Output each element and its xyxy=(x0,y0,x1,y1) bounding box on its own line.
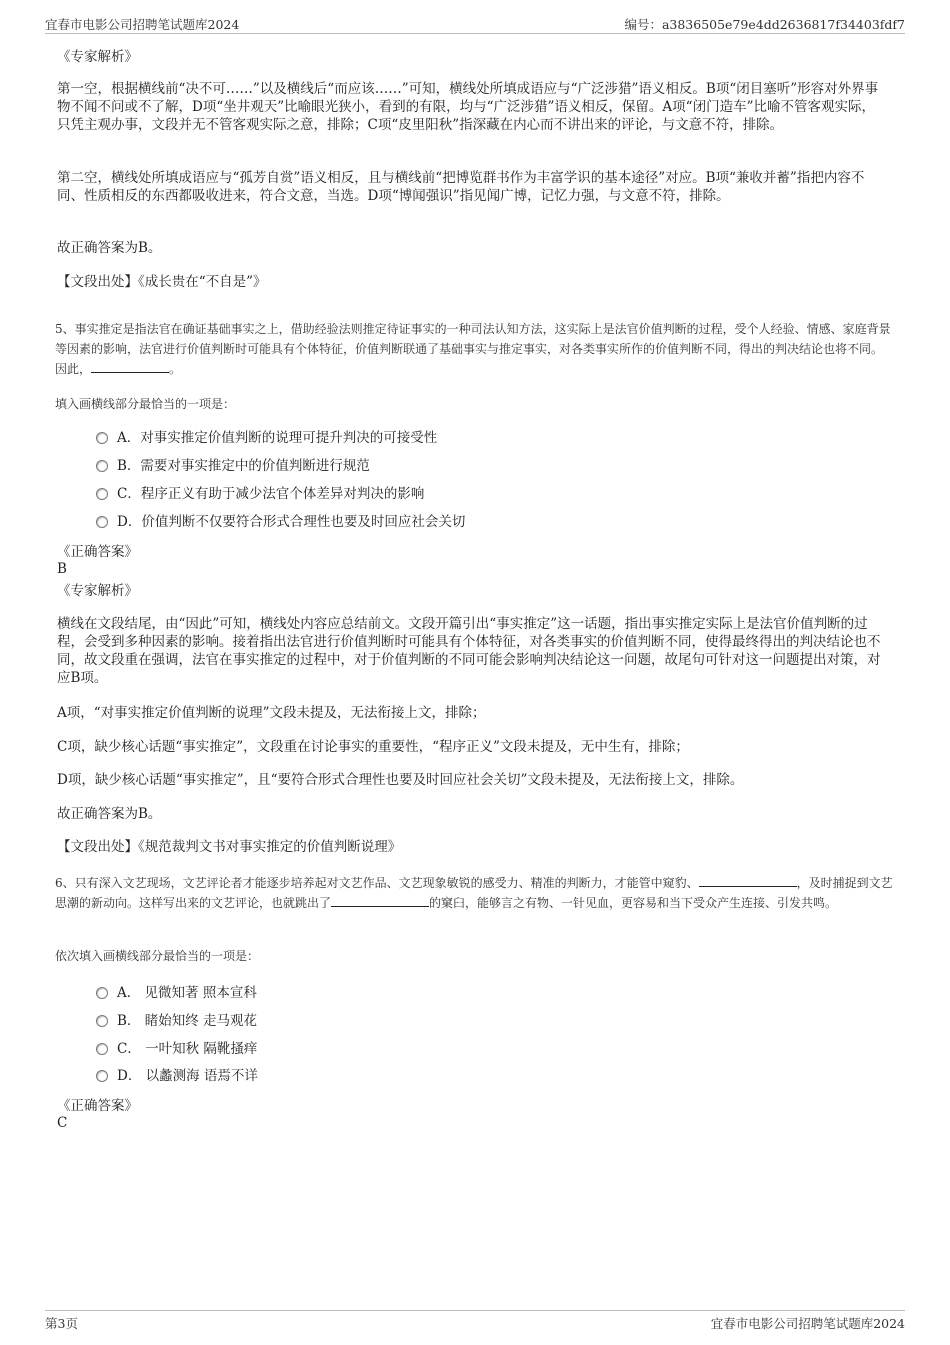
q5-source: 【文段出处】《规范裁判文书对事实推定的价值判断说理》 xyxy=(57,839,402,855)
q6-option-d-label: D． 以蠡测海 语焉不详 xyxy=(117,1068,258,1084)
radio-icon[interactable] xyxy=(96,1043,108,1055)
q5-answer: B xyxy=(57,561,67,577)
q5-option-b[interactable] xyxy=(96,457,370,475)
q5-option-a[interactable] xyxy=(96,429,437,447)
q6-option-d[interactable] xyxy=(96,1067,258,1085)
radio-icon[interactable] xyxy=(96,987,108,999)
q4-analysis-para1: 第一空，根据横线前“决不可……”以及横线后“而应该……”可知，横线处所填成语应与“广泛涉猎”语义相反。B项“闭目塞听”形容对外界事物不闻不问或不了解，D项“坐井观天”比喻眼光狭小，看到的有限，均与“广泛涉猎”语义相反，保留。A项“闭门造车”比喻不管客观实际，只凭主观办事，文段并无不管客观实际之意，排除；C项“皮里阳秋”指深藏在内心而不讲出来的评论，与文意不符，排除。 xyxy=(57,81,879,133)
q6-blank-1 xyxy=(699,875,797,887)
q6-answer: C xyxy=(57,1115,68,1131)
q5-option-d[interactable] xyxy=(96,513,465,531)
q5-option-a-label: A．对事实推定价值判断的说理可提升判决的可接受性 xyxy=(117,430,438,446)
q5-stem-text: 5、事实推定是指法官在确证基础事实之上，借助经验法则推定待证事实的一种司法认知方法，这实际上是法官价值判断的过程，受个人经验、情感、家庭背景等因素的影响，法官进行价值判断时可能具有个体特征，价值判断联通了基础事实与推定事实，对各类事实所作的价值判断不同，得出的判决结论也将不同。因此， xyxy=(55,322,891,376)
q6-option-a-label: A． 见微知著 照本宣科 xyxy=(117,985,257,1001)
q4-analysis-para2: 第二空，横线处所填成语应与“孤芳自赏”语义相反，且与横线前“把博览群书作为丰富学识的基本途径”对应。B项“兼收并蓄”指把内容不同、性质相反的东西都吸收进来，符合文意，当选。D项“博闻强识”指见闻广博，记忆力强，与文意不符，排除。 xyxy=(57,170,865,204)
q5-analysis-para3: C项，缺少核心话题“事实推定”，文段重在讨论事实的重要性，“程序正义”文段未提及，无中生有，排除； xyxy=(57,739,689,755)
q6-option-a[interactable] xyxy=(96,984,257,1002)
q5-stem-end: 。 xyxy=(169,362,182,376)
q6-stem-text-2: ，及时捕捉到文艺思潮的新动向。这样写出来的文艺评论，也就跳出了 xyxy=(55,876,893,910)
radio-icon[interactable] xyxy=(96,488,108,500)
radio-icon[interactable] xyxy=(96,460,108,472)
q4-source: 【文段出处】《成长贵在“不自是”》 xyxy=(57,274,267,290)
q4-analysis-label: 《专家解析》 xyxy=(57,49,138,65)
q4-conclusion: 故正确答案为B。 xyxy=(57,240,162,256)
q5-analysis-para2: A项，“对事实推定价值判断的说理”文段未提及，无法衔接上文，排除； xyxy=(57,705,486,721)
q6-stem xyxy=(55,873,893,913)
q5-stem xyxy=(55,319,893,379)
footer-title: 宜春市电影公司招聘笔试题库2024 xyxy=(710,1316,905,1331)
q5-option-b-label: B．需要对事实推定中的价值判断进行规范 xyxy=(117,458,370,474)
page-header xyxy=(45,14,905,34)
q6-stem-text-3: 的窠臼，能够言之有物、一针见血，更容易和当下受众产生连接、引发共鸣。 xyxy=(429,896,838,910)
q5-option-d-label: D．价值判断不仅要符合形式合理性也要及时回应社会关切 xyxy=(117,514,466,530)
q5-prompt: 填入画横线部分最恰当的一项是： xyxy=(55,397,236,411)
radio-icon[interactable] xyxy=(96,1015,108,1027)
q5-option-c-label: C．程序正义有助于减少法官个体差异对判决的影响 xyxy=(117,486,425,502)
radio-icon[interactable] xyxy=(96,1070,108,1082)
q6-option-b-label: B． 睹始知终 走马观花 xyxy=(117,1013,258,1029)
q5-blank xyxy=(91,361,169,373)
q5-analysis-para4: D项，缺少核心话题“事实推定”，且“要符合形式合理性也要及时回应社会关切”文段未提及，无法衔接上文，排除。 xyxy=(57,772,744,788)
q6-answer-label: 《正确答案》 xyxy=(57,1098,138,1114)
q5-answer-label: 《正确答案》 xyxy=(57,544,138,560)
q5-conclusion: 故正确答案为B。 xyxy=(57,806,162,822)
q6-prompt: 依次填入画横线部分最恰当的一项是： xyxy=(55,949,260,963)
q5-option-c[interactable] xyxy=(96,485,424,503)
q5-analysis-para1: 横线在文段结尾，由“因此”可知，横线处内容应总结前文。文段开篇引出“事实推定”这一话题，指出事实推定实际上是法官价值判断的过程，会受到多种因素的影响。接着指出法官进行价值判断时可能具有个体特征，对各类事实的价值判断不同，使得最终得出的判决结论也不同，故文段重在强调，法官在事实推定的过程中，对于价值判断的不同可能会影响判决结论这一问题，故尾句可针对这一问题提出对策，对应B项。 xyxy=(57,616,881,686)
q6-blank-2 xyxy=(331,895,429,907)
q6-stem-text-1: 6、只有深入文艺现场，文艺评论者才能逐步培养起对文艺作品、文艺现象敏锐的感受力、精准的判断力，才能管中窥豹、 xyxy=(55,876,699,890)
q6-option-c-label: C． 一叶知秋 隔靴搔痒 xyxy=(117,1041,258,1057)
page-number: 第3页 xyxy=(45,1316,78,1331)
radio-icon[interactable] xyxy=(96,432,108,444)
q6-option-b[interactable] xyxy=(96,1012,257,1030)
page-footer xyxy=(45,1310,905,1332)
radio-icon[interactable] xyxy=(96,516,108,528)
header-doc-id: 编号：a3836505e79e4dd2636817f34403fdf7 xyxy=(624,17,905,32)
q6-option-c[interactable] xyxy=(96,1040,257,1058)
q5-analysis-label: 《专家解析》 xyxy=(57,583,138,599)
header-title: 宜春市电影公司招聘笔试题库2024 xyxy=(45,17,240,32)
